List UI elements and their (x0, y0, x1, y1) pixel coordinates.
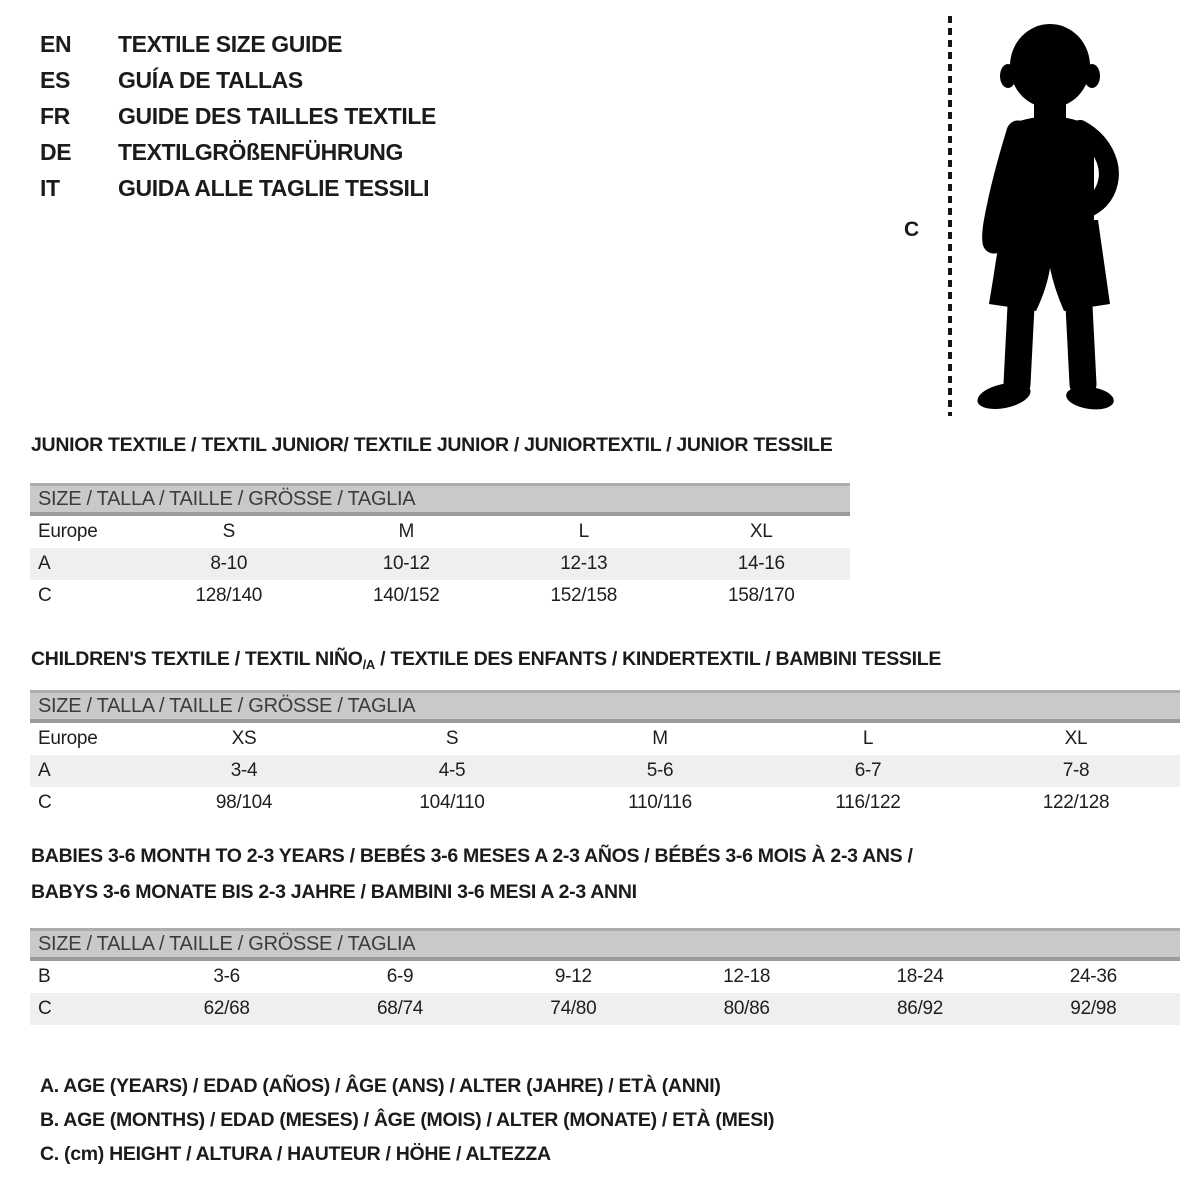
cell: 12-18 (723, 966, 771, 987)
height-dashed-line (948, 16, 952, 416)
language-row-es (40, 62, 436, 98)
cell: 92/98 (1070, 998, 1117, 1019)
cell: 6-7 (854, 760, 882, 781)
row-label: C (38, 792, 52, 813)
cell: 140/152 (372, 585, 440, 606)
row-label: C (38, 585, 52, 606)
cell: 62/68 (203, 998, 250, 1019)
guide-title: TEXTILGRÖßENFÜHRUNG (118, 138, 403, 165)
cell: 158/170 (727, 585, 795, 606)
cell: 122/128 (1042, 792, 1110, 813)
column-header-size: M (398, 521, 415, 542)
language-code: IT (40, 174, 60, 201)
column-header-size: S (445, 728, 459, 749)
cell: 7-8 (1062, 760, 1090, 781)
footnotes (40, 1069, 774, 1171)
children-section-heading (31, 648, 941, 672)
language-code: EN (40, 30, 72, 57)
children-size-table (30, 690, 1180, 819)
cell: 80/86 (723, 998, 770, 1019)
cell: 24-36 (1069, 966, 1117, 987)
children-row-age (30, 755, 1180, 787)
column-header-region: Europe (38, 521, 98, 542)
language-code: ES (40, 66, 70, 93)
language-code: FR (40, 102, 70, 129)
size-bar (30, 690, 1180, 723)
cell: 98/104 (215, 792, 273, 813)
cell: 68/74 (376, 998, 424, 1019)
babies-row-height (30, 993, 1180, 1025)
babies-section-heading-line1: BABIES 3-6 MONTH TO 2-3 YEARS / BEBÉS 3-6 MESES A 2-3 AÑOS / BÉBÉS 3-6 MOIS À 2-3 ANS / (31, 845, 913, 867)
size-bar (30, 483, 850, 516)
cell: 3-6 (213, 966, 240, 987)
language-row-de (40, 134, 436, 170)
children-heading-part1: CHILDREN'S TEXTILE / TEXTIL NIÑO (31, 648, 363, 670)
cell: 110/116 (628, 792, 692, 813)
children-row-height (30, 787, 1180, 819)
size-bar-label: SIZE / TALLA / TAILLE / GRÖSSE / TAGLIA (38, 694, 416, 717)
column-header-size: L (578, 521, 589, 542)
junior-size-table (30, 483, 850, 612)
column-header-size: S (222, 521, 235, 542)
column-header-size: XL (749, 521, 773, 542)
column-header-region: Europe (38, 728, 98, 749)
column-header-size: XL (1064, 728, 1088, 749)
footnote-a: A. AGE (YEARS) / EDAD (AÑOS) / ÂGE (ANS) / ALTER (JAHRE) / ETÀ (ANNI) (40, 1075, 721, 1097)
guide-title: TEXTILE SIZE GUIDE (118, 30, 343, 57)
babies-size-table (30, 928, 1180, 1025)
cell: 10-12 (382, 553, 430, 574)
size-bar (30, 928, 1180, 961)
junior-header-row (30, 516, 850, 548)
language-row-fr (40, 98, 436, 134)
cell: 4-5 (438, 760, 466, 781)
babies-row-months (30, 961, 1180, 993)
height-measure-label: C (904, 218, 920, 241)
column-header-size: L (862, 728, 874, 749)
language-row-en (40, 26, 436, 62)
row-label: A (38, 553, 51, 574)
cell: 104/110 (419, 792, 485, 813)
children-heading-subscript: /A (362, 657, 376, 672)
language-code: DE (40, 138, 72, 165)
cell: 74/80 (550, 998, 597, 1019)
junior-row-height (30, 580, 850, 612)
cell: 12-13 (560, 553, 608, 574)
children-heading-part2: / TEXTILE DES ENFANTS / KINDERTEXTIL / BAMBINI TESSILE (375, 648, 942, 670)
row-label: C (38, 998, 52, 1019)
cell: 9-12 (554, 966, 592, 987)
cell: 86/92 (896, 998, 944, 1019)
size-bar-label: SIZE / TALLA / TAILLE / GRÖSSE / TAGLIA (38, 932, 416, 955)
junior-section-heading: JUNIOR TEXTILE / TEXTIL JUNIOR/ TEXTILE JUNIOR / JUNIORTEXTIL / JUNIOR TESSILE (31, 434, 833, 456)
junior-row-age (30, 548, 850, 580)
row-label: B (38, 966, 51, 987)
guide-title: GUÍA DE TALLAS (118, 66, 303, 93)
column-header-size: M (652, 728, 668, 749)
cell: 8-10 (210, 553, 248, 574)
footnote-c: C. (cm) HEIGHT / ALTURA / HAUTEUR / HÖHE / ALTEZZA (40, 1143, 551, 1165)
size-bar-label: SIZE / TALLA / TAILLE / GRÖSSE / TAGLIA (38, 487, 416, 510)
row-label: A (38, 760, 51, 781)
cell: 3-4 (230, 760, 258, 781)
toddler-silhouette-icon (964, 18, 1132, 416)
cell: 18-24 (896, 966, 944, 987)
language-row-it (40, 170, 436, 206)
guide-title: GUIDE DES TAILLES TEXTILE (118, 102, 436, 129)
cell: 6-9 (386, 966, 414, 987)
cell: 152/158 (550, 585, 618, 606)
children-header-row (30, 723, 1180, 755)
cell: 5-6 (646, 760, 674, 781)
cell: 116/122 (835, 792, 901, 813)
guide-title: GUIDA ALLE TAGLIE TESSILI (118, 174, 430, 201)
babies-section-heading-line2: BABYS 3-6 MONATE BIS 2-3 JAHRE / BAMBINI 3-6 MESI A 2-3 ANNI (31, 881, 637, 903)
cell: 128/140 (195, 585, 263, 606)
column-header-size: XS (231, 728, 257, 749)
language-header (40, 26, 436, 206)
cell: 14-16 (737, 553, 785, 574)
footnote-b: B. AGE (MONTHS) / EDAD (MESES) / ÂGE (MOIS) / ALTER (MONATE) / ETÀ (MESI) (40, 1109, 775, 1131)
